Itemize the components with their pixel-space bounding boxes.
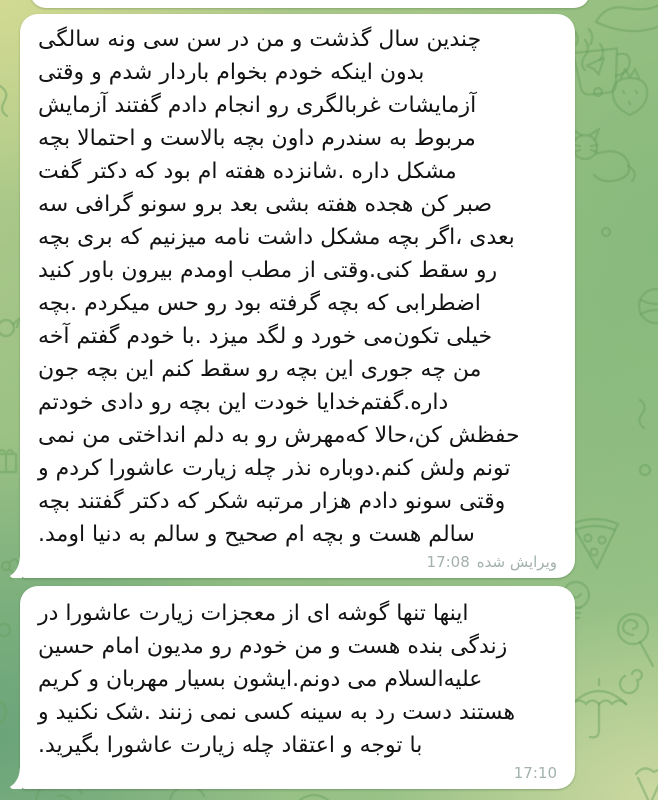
ball-doodle-icon [639, 289, 658, 323]
message-line: هستند دست رد به سینه کسی نمی زنند .شک نکنید و [38, 700, 516, 725]
message-line: با توجه و اعتقاد چله زیارت عاشورا بگیرید. [38, 733, 423, 758]
message-line: مربوط به سندرم داون بچه بالاست و احتمالا بچه [38, 126, 476, 151]
message-line: من چه جوری این بچه رو سقط کنم این بچه جون [38, 357, 482, 382]
spiral-doodle-icon [620, 670, 642, 693]
message-line: خیلی تکون‌می خورد و لگد میزد .با خودم گفتم آخه [38, 324, 493, 349]
message-line: علیه‌السلام می دونم.ایشون بسیار مهربان و کریم [38, 667, 483, 692]
message-time: 17:08 [426, 553, 470, 571]
message-meta [38, 762, 557, 784]
message-line: رو سقط کنی.وقتی از مطب اومدم بیرون باور کنید [38, 258, 498, 283]
message-bubble-1[interactable] [20, 14, 575, 578]
whale-doodle-icon [596, 4, 658, 31]
message-bubble-2[interactable] [20, 586, 575, 789]
message-line: آزمایشات غربالگری رو انجام دادم گفتند آزمایش [38, 93, 477, 118]
icecream-doodle-icon [636, 768, 658, 800]
bubble-tail [10, 557, 22, 578]
squiggle-doodle-icon [582, 40, 603, 70]
message-meta [38, 551, 557, 573]
message-text [38, 23, 557, 551]
bubble-tail [10, 768, 22, 789]
lollipop-doodle-icon [618, 614, 653, 666]
previous-message-bubble-partial[interactable] [30, 0, 590, 8]
dot-doodle-icon [594, 88, 602, 96]
message-text [38, 597, 557, 762]
message-line: مشکل داره .شانزده هفته ام بود که دکتر گفت [38, 159, 457, 184]
message-line: سالم هست و بچه ام صحیح و سالم به دنیا اومد. [38, 522, 475, 547]
ball-doodle-icon [0, 700, 6, 724]
message-line: بعدی ،اگر بچه مشکل داشت نامه میزنیم که بری بچه [38, 225, 515, 250]
message-line: اضطرابی که بچه گرفته بود رو حس میکردم .بچه [38, 291, 481, 316]
message-line: زندگی بنده هست و من خودم رو مدیون امام حسین [38, 634, 508, 659]
message-line: تونم ولش کنم.دوباره نذر چله زیارت عاشورا کردم و [38, 456, 511, 481]
dot-doodle-icon [640, 465, 650, 475]
message-line: اینها تنها گوشه ای از معجزات زیارت عاشورا در [38, 601, 469, 626]
mug-doodle-icon [571, 25, 633, 95]
candy-doodle-icon [0, 319, 19, 336]
message-line: حفظش کن،حالا که‌مهرش رو به دلم انداختی من نمی [38, 423, 520, 448]
message-line: صبر کن هجده هفته بشی بعد برو سونو گرافی سه [38, 192, 493, 217]
message-line: بدون اینکه خودم بخوام باردار شدم و وقتی [38, 60, 425, 85]
umbrella-doodle-icon [572, 679, 626, 737]
edited-label: ویرایش شده [476, 553, 557, 571]
squiggle-doodle-icon [0, 86, 7, 116]
message-line: داره.گفتم‌خدایا خودت این بچه رو دادی خودتم [38, 390, 449, 415]
message-time: 17:10 [513, 764, 557, 782]
dot-doodle-icon [0, 624, 10, 636]
message-line: چندین سال گذشت و من در سن سی ونه سالگی [38, 27, 482, 52]
squiggle-doodle-icon [639, 400, 644, 428]
pizza-doodle-icon [572, 519, 618, 568]
dot-doodle-icon [602, 228, 610, 236]
cat-doodle-icon [572, 129, 635, 181]
message-line: وقتی سونو دادم هزار مرتبه شکر که دکتر گفتند بچه [38, 489, 506, 514]
gift-doodle-icon [0, 450, 16, 472]
